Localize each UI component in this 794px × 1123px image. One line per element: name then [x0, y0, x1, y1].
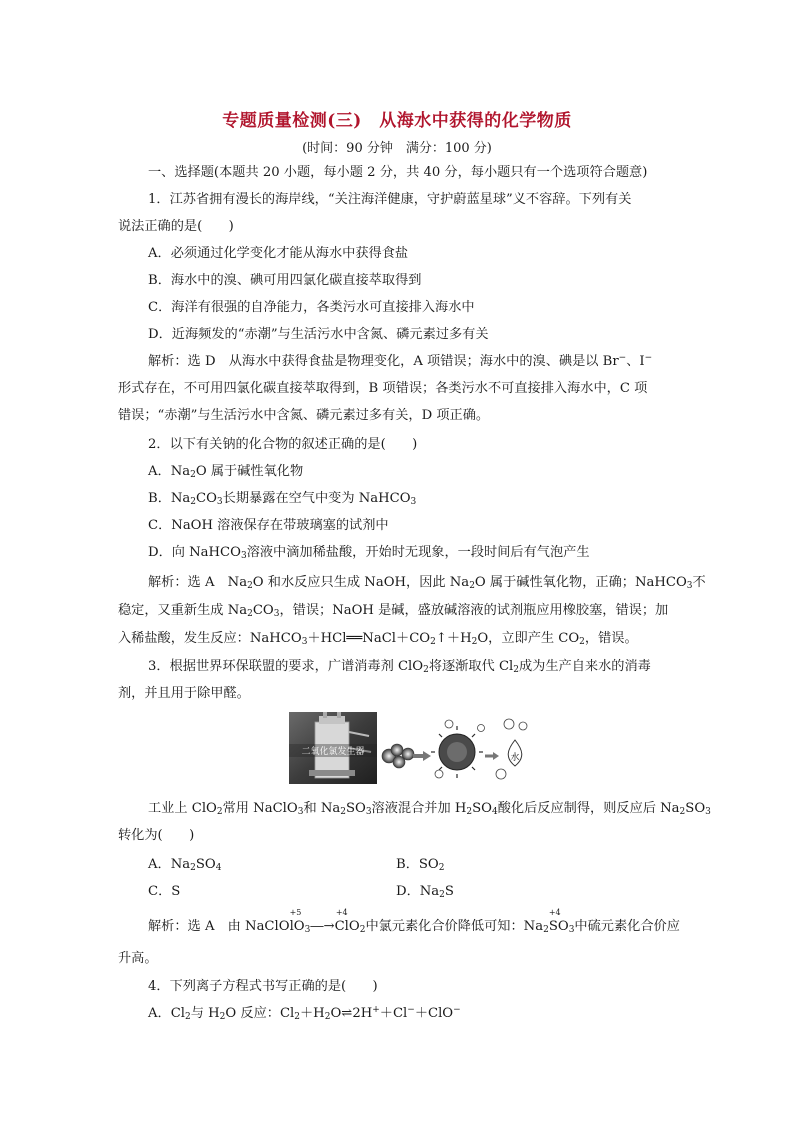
q4-option-a: A．$Cl_2$与 $H_2O$ 反应：$Cl_2+H_2O\rightleftharpoons 2H^++Cl^-+ClO^-$ [148, 1005, 461, 1022]
molecule-cluster [382, 744, 414, 768]
q1-option-a: A．必须通过化学变化才能从海水中获得食盐 [148, 246, 409, 261]
q2-answer-line2: 稳定，又重新生成 $Na_2CO_3$，错误；NaOH 是碱，盛放碱溶液的试剂瓶应用橡胶塞，错误；加 [118, 603, 669, 619]
q2-option-d: D．向 NaHCO$_3$溶液中滴加稀盐酸，开始时无现象，一段时间后有气泡产生 [148, 545, 590, 561]
section-heading: 一、选择题(本题共 20 小题，每小题 2 分，共 40 分，每小题只有一个选项符合题意) [148, 165, 648, 180]
page-title: 专题质量检测(三) 从海水中获得的化学物质 [222, 111, 572, 131]
q3-answer-line1: 解析：选 A 由 NaClO +5 $lO_3―\to$ +4 ClO$_2$中氯元素化合价降低可知：$Na_2$ +4 $SO_3$中硫元素化合价应 [148, 908, 680, 935]
q3-paragraph: 工业上 ClO$_2$常用 NaClO$_3$和 $Na_2SO_3$溶液混合并加 $H_2SO_4$酸化后反应制得，则反应后 $Na_2SO_3$ [148, 801, 711, 817]
q2-option-a: A．$Na_2O$ 属于碱性氧化物 [148, 464, 304, 480]
molecule-icon [496, 769, 506, 779]
q1-stem: 1．江苏省拥有漫长的海岸线，“关注海洋健康，守护蔚蓝星球”义不容辞。下列有关 [148, 192, 632, 207]
q1-answer-line2: 形式存在，不可用四氯化碳直接萃取得到，B 项错误；各类污水不可直接排入海水中，C 项 [118, 381, 648, 396]
arrow-head-icon [423, 751, 431, 761]
q3-paragraph-cont: 转化为( ) [118, 828, 195, 843]
water-label: 水 [510, 753, 520, 763]
reversible-arrow: ⇌ [341, 1006, 353, 1021]
q4-stem: 4．下列离子方程式书写正确的是( ) [148, 979, 378, 994]
q2-stem: 2．以下有关钠的化合物的叙述正确的是( ) [148, 437, 418, 452]
molecule-icon [504, 719, 514, 729]
q1-answer-line3: 错误；“赤潮”与生活污水中含氮、磷元素过多有关，D 项正确。 [118, 408, 490, 423]
q3-answer-line2: 升高。 [118, 951, 158, 966]
q3-option-c: C．S [148, 884, 181, 899]
q1-answer-line1: 解析：选 D 从海水中获得食盐是物理变化，A 项错误；海水中的溴、碘是以 Br−、I− [148, 353, 653, 369]
q2-option-b: B．$Na_2CO_3$长期暴露在空气中变为 NaHCO$_3$ [148, 491, 417, 507]
q1-option-b: B．海水中的溴、碘可用四氯化碳直接萃取得到 [148, 273, 422, 288]
molecule-icon [519, 722, 527, 730]
q2-option-c: C．NaOH 溶液保存在带玻璃塞的试剂中 [148, 518, 389, 533]
q3-option-d: D．$Na_2S$ [396, 884, 454, 900]
generator-label: 二氧化氯发生器 [301, 747, 365, 757]
q1-option-c: C．海洋有很强的自净能力，各类污水可直接排入海水中 [148, 300, 475, 315]
q3-stem: 3．根据世界环保联盟的要求，广谱消毒剂 ClO$_2$将逐渐取代 $Cl_2$成为生产自来水的消毒 [148, 659, 651, 675]
chlorine-dioxide-figure [289, 712, 529, 784]
q1-option-d: D．近海频发的“赤潮”与生活污水中含氮、磷元素过多有关 [148, 327, 489, 342]
bacterium-icon [431, 720, 485, 778]
q2-answer-line1: 解析：选 A $Na_2O$ 和水反应只生成 NaOH，因此 $Na_2O$ 属于碱性氧化物，正确；NaHCO$_3$不 [148, 575, 706, 591]
q3-option-a: A．$Na_2SO_4$ [148, 857, 222, 873]
arrow-head-icon [493, 752, 499, 760]
exam-info: (时间：90 分钟 满分：100 分) [302, 141, 492, 156]
q3-option-b: B．$SO_2$ [396, 857, 445, 873]
q2-answer-line3: 入稀盐酸，发生反应：$NaHCO_3+HCl══NaCl+CO_2↑+H_2O$，立即产生 $CO_2$，错误。 [118, 631, 638, 647]
q3-stem-cont: 剂，并且用于除甲醛。 [118, 686, 250, 701]
q1-stem-cont: 说法正确的是( ) [118, 219, 234, 234]
